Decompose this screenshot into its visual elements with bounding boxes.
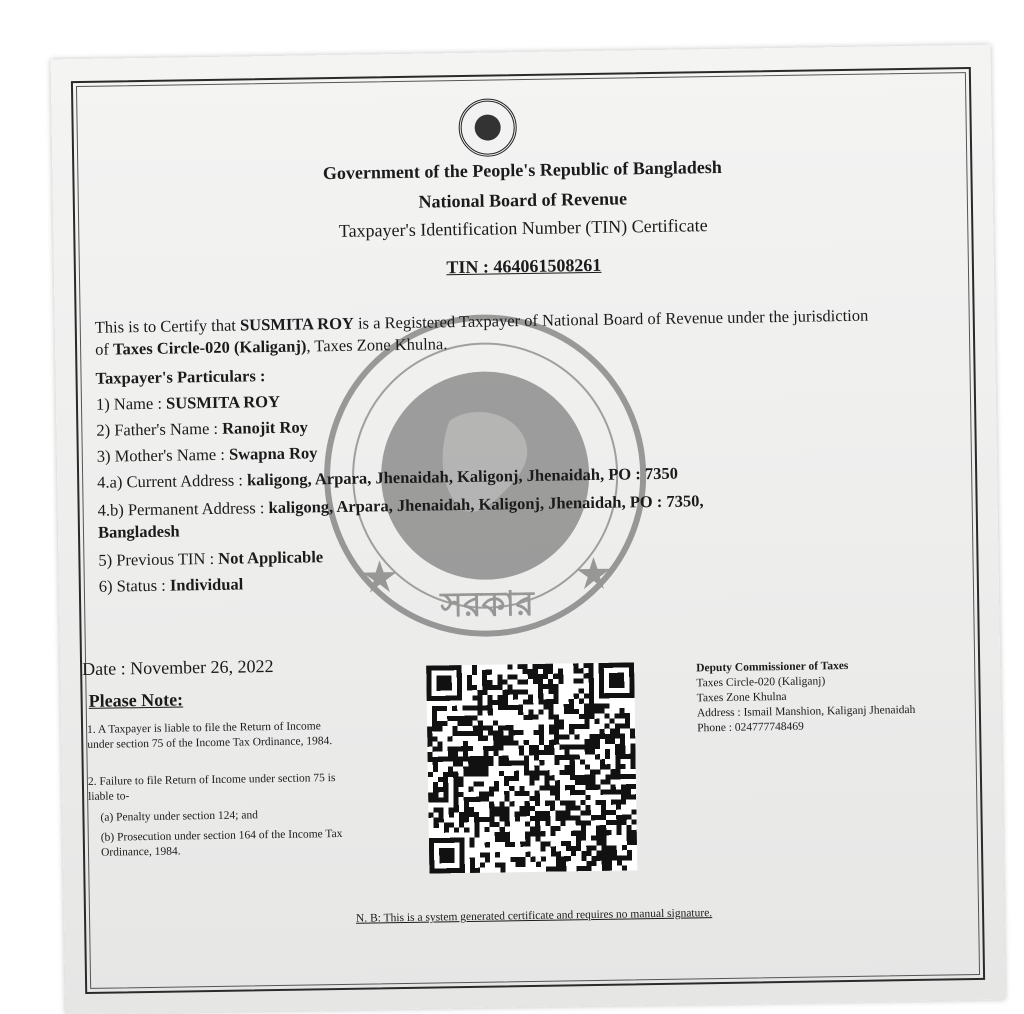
note-item-2b: (b) Prosecution under section 164 of the Income Tax Ordinance, 1984. bbox=[100, 827, 343, 859]
stamp-text: সরকার bbox=[440, 583, 535, 626]
system-generated-note: N. B: This is a system generated certificate and requires no manual signature. bbox=[355, 907, 713, 925]
particular-permanent-address: 4.b) Permanent Address : kaligong, Arpara, Jhenaidah, Kaligonj, Jhenaidah, PO : 7350, bbox=[97, 491, 704, 520]
board-heading: National Board of Revenue bbox=[418, 188, 628, 212]
particular-father: 2) Father's Name : Ranojit Roy bbox=[96, 417, 309, 440]
particular-permanent-country: Bangladesh bbox=[97, 521, 180, 542]
certificate-title: Taxpayer's Identification Number (TIN) Certificate bbox=[338, 215, 708, 241]
officer-phone: Phone : 024777748469 bbox=[697, 720, 804, 735]
officer-address: Address : Ismail Manshion, Kaliganj Jhenaidah bbox=[696, 703, 916, 720]
note-item-2a: (a) Penalty under section 124; and bbox=[100, 809, 259, 824]
government-heading: Government of the People's Republic of Bangladesh bbox=[322, 156, 722, 184]
please-note-title: Please Note: bbox=[88, 689, 184, 711]
certification-paragraph: This is to Certify that SUSMITA ROY is a Registered Taxpayer of National Board of Revenue under the jurisdiction of Taxes Circle-020 (Kaliganj), Taxes Zone Khulna. bbox=[94, 305, 869, 360]
issue-date: Date : November 26, 2022 bbox=[81, 656, 274, 680]
note-item-1: 1. A Taxpayer is liable to file the Return of Income under section 75 of the Income Tax Ordinance, 1984. bbox=[86, 720, 333, 752]
particular-mother: 3) Mother's Name : Swapna Roy bbox=[96, 443, 318, 466]
particular-previous-tin: 5) Previous TIN : Not Applicable bbox=[98, 547, 324, 570]
tin-number: TIN : 464061508261 bbox=[446, 254, 602, 278]
officer-circle: Taxes Circle-020 (Kaliganj) bbox=[696, 675, 826, 690]
particular-status: 6) Status : Individual bbox=[98, 574, 244, 596]
qr-code bbox=[426, 662, 637, 873]
note-item-2: 2. Failure to file Return of Income under section 75 is liable to- bbox=[87, 772, 336, 804]
officer-title: Deputy Commissioner of Taxes bbox=[696, 659, 849, 675]
officer-block bbox=[696, 658, 916, 736]
particulars-title: Taxpayer's Particulars : bbox=[95, 366, 266, 388]
particular-name: 1) Name : SUSMITA ROY bbox=[95, 391, 281, 414]
officer-zone: Taxes Zone Khulna bbox=[696, 690, 787, 705]
tin-certificate bbox=[51, 45, 1006, 1014]
particular-current-address: 4.a) Current Address : kaligong, Arpara, Jhenaidah, Kaligonj, Jhenaidah, PO : 7350 bbox=[97, 463, 679, 492]
